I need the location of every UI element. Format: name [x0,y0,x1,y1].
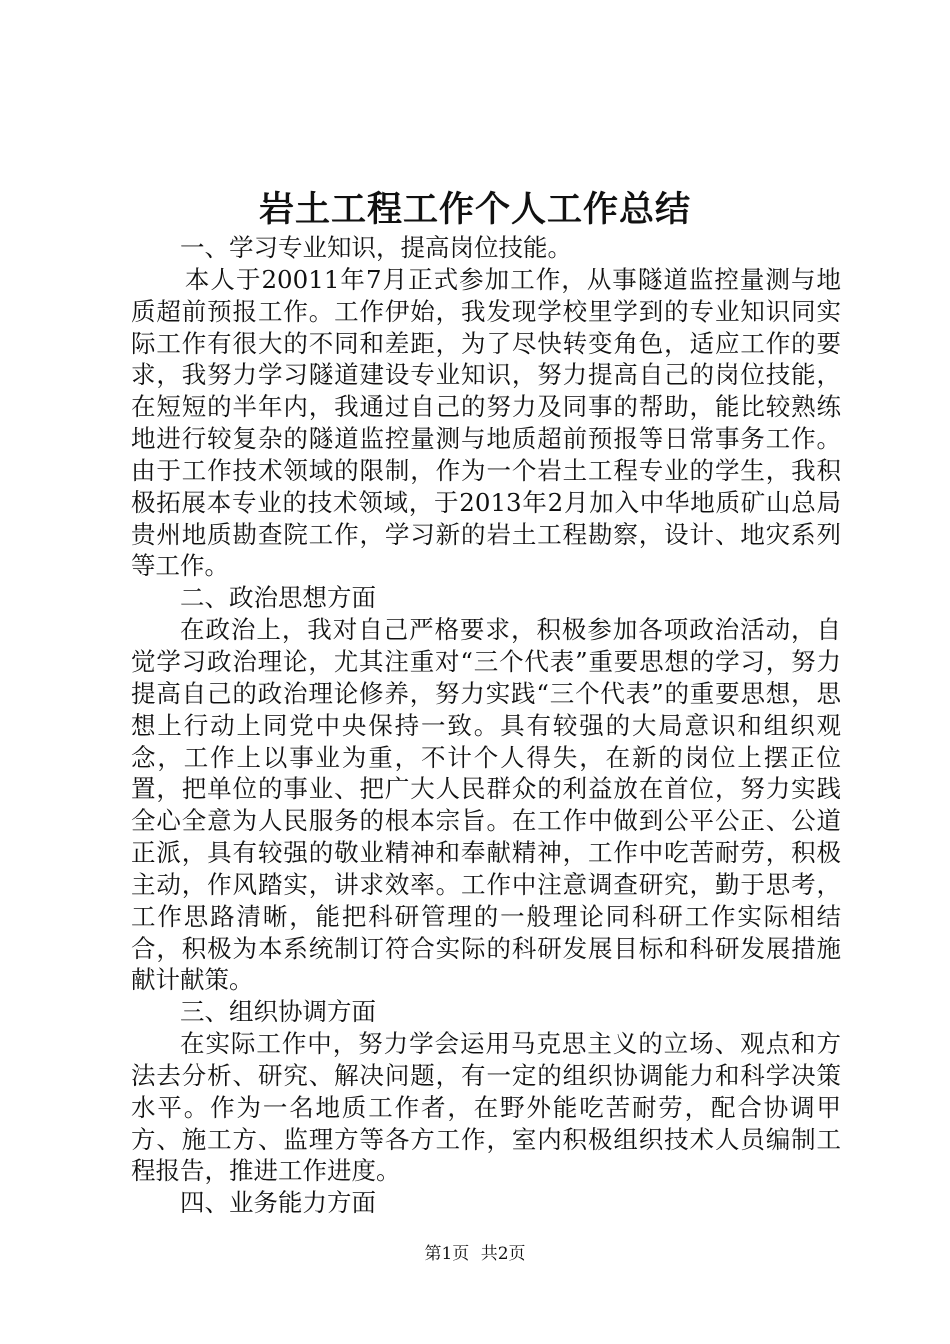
section-heading-4: 四、业务能力方面 [180,1188,376,1218]
section-paragraph-2: 在政治上，我对自己严格要求，积极参加各项政治活动，自觉学习政治理论，尤其注重对“三个代表”重要思想的学习，努力提高自己的政治理论修养，努力实践“三个代表”的重要思想，思想上行动上同党中央保持一致。具有较强的大局意识和组织观念，工作上以事业为重，不计个人得失，在新的岗位上摆正位置，把单位的事业、把广大人民群众的利益放在首位，努力实践全心全意为人民服务的根本宗旨。在工作中做到公平公正、公道正派，具有较强的敬业精神和奉献精神，工作中吃苦耐劳，积极主动，作风踏实，讲求效率。工作中注意调查研究，勤于思考，工作思路清晰，能把科研管理的一般理论同科研工作实际相结合，积极为本系统制订符合实际的科研发展目标和科研发展措施献计献策。 [131,615,841,995]
document-body [131,232,841,1219]
page-footer [0,1242,950,1266]
document-title: 岩土工程工作个人工作总结 [258,189,691,230]
section-heading-3: 三、组织协调方面 [180,997,376,1027]
section-paragraph-3: 在实际工作中，努力学会运用马克思主义的立场、观点和方法去分析、研究、解决问题，有一定的组织协调能力和科学决策水平。作为一名地质工作者，在野外能吃苦耐劳，配合协调甲方、施工方、监理方等各方工作，室内积极组织技术人员编制工程报告，推进工作进度。 [131,1029,841,1186]
section-paragraph-1: 本人于20011年7月正式参加工作，从事隧道监控量测与地质超前预报工作。工作伊始，我发现学校里学到的专业知识同实际工作有很大的不同和差距，为了尽快转变角色，适应工作的要求，我努力学习隧道建设专业知识，努力提高自己的岗位技能，在短短的半年内，我通过自己的努力及同事的帮助，能比较熟练地进行较复杂的隧道监控量测与地质超前预报等日常事务工作。由于工作技术领域的限制，作为一个岩土工程专业的学生，我积极拓展本专业的技术领域，于2013年2月加入中华地质矿山总局贵州地质勘查院工作，学习新的岩土工程勘察，设计、地灾系列等工作。 [131,264,841,581]
page-number: 第1页 [424,1244,470,1264]
section-heading-1: 一、学习专业知识，提高岗位技能。 [180,233,572,262]
section-heading-2: 二、政治思想方面 [180,583,376,613]
page-total: 共2页 [480,1244,526,1264]
